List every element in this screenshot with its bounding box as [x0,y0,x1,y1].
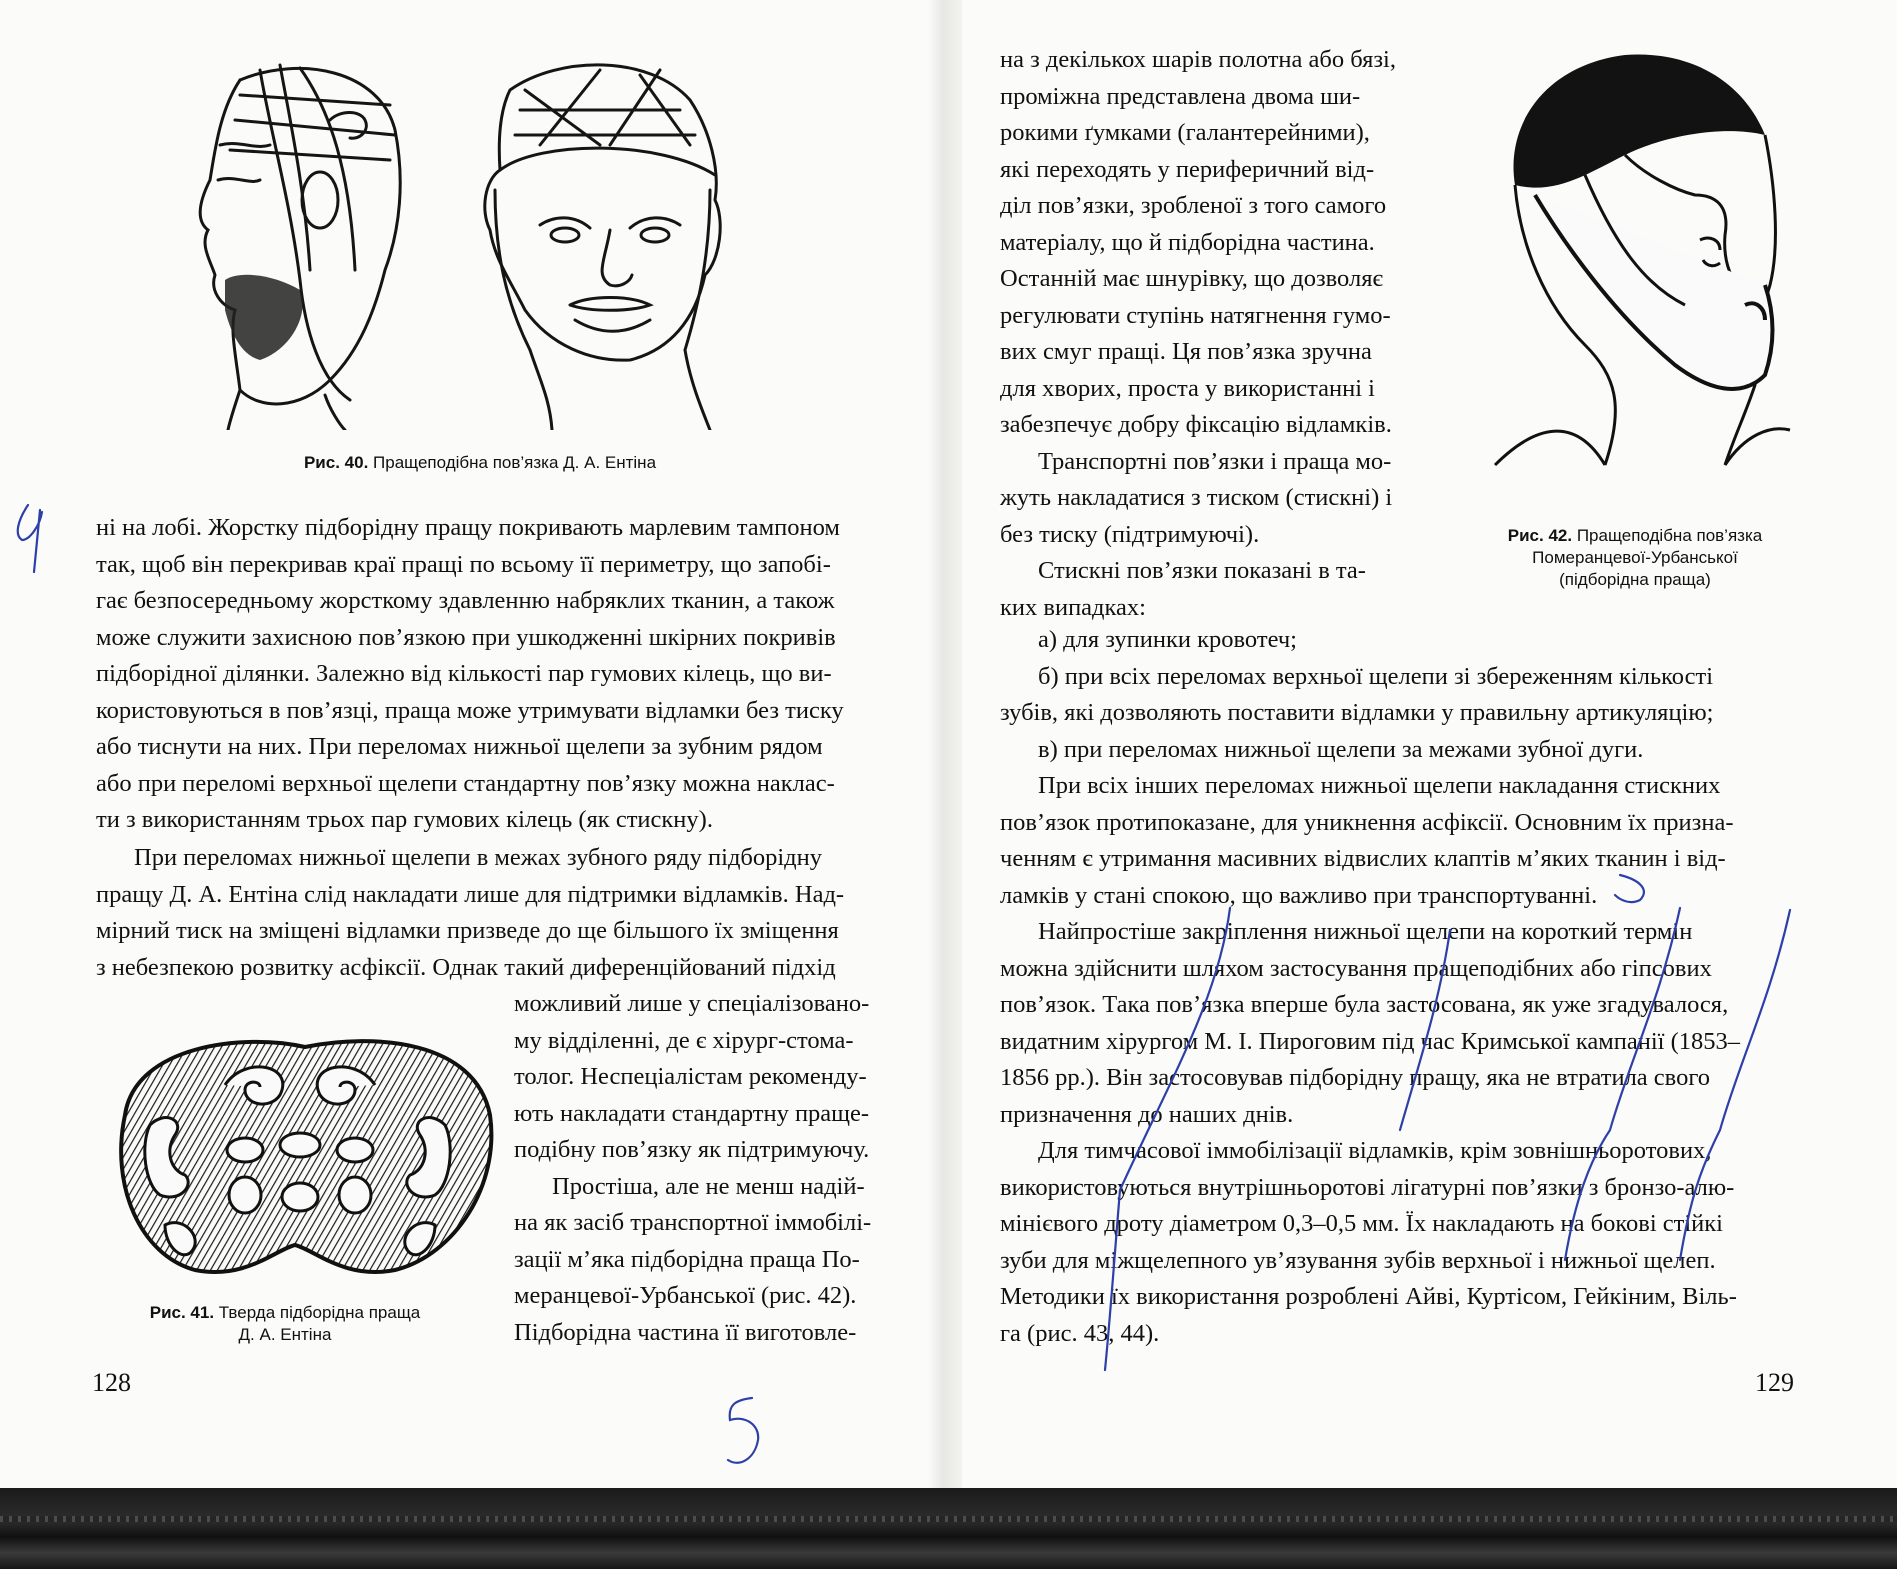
text-line: матеріалу, що й підборідна частина. [1000,228,1375,256]
text-line: які переходять у периферичний від- [1000,155,1375,183]
scanner-edge-strip [0,1516,1897,1522]
text-line: діл пов’язки, зробленої з того самого [1000,192,1387,219]
text-line: так, щоб він перекривав краї пращі по всьому її периметру, що запобі- [96,550,831,578]
text-line: толог. Неспеціалістам рекоменду- [514,1063,867,1090]
figure-41-text: Тверда підборідна праща [218,1303,421,1322]
text-line: регулювати ступінь натягнення гумо- [1000,301,1391,329]
text-line: може служити захисною пов’язкою при ушкодженні шкірних покривів [96,623,836,651]
text-line: гає безпосередньому жорсткому здавленню набряклих тканин, а також [96,587,835,614]
text-line: ти з використанням трьох пар гумових кілець (як стискну). [96,806,713,833]
text-line: 1856 рр.). Він застосовував підборідну пращу, яка не втратила свого [1000,1064,1711,1091]
figure-42-label: Рис. 42. [1507,526,1573,545]
text-line: ламків у стані спокою, що важливо при транспортуванні. [1000,881,1598,909]
text-line: му відділенні, де є хірург-стома- [514,1026,854,1054]
text-line: призначення до наших днів. [1000,1100,1294,1128]
text-line: зуби для міжщелепного ув’язування зубів верхньої і нижньої щелеп. [1000,1246,1716,1274]
text-line: на з декількох шарів полотна або бязі, [1000,46,1396,73]
text-line: без тиску (підтримуючі). [1000,520,1260,548]
text-line: пов’язок. Така пов’язка вперше була застосована, як уже згадувалося, [1000,991,1729,1018]
text-line: зації м’яка підборідна праща По- [514,1245,860,1273]
text-line: ких випадках: [1000,593,1146,621]
text-line: пращу Д. А. Ентіна слід накладати лише для підтримки відламків. Над- [96,880,845,908]
text-line: жуть накладатися з тиском (стискні) і [1000,484,1393,511]
figure-40-text: Пращеподібна пов’язка Д. А. Ентіна [373,453,657,472]
text-line: пов’язок протипоказане, для уникнення асфіксії. Основним їх призна- [1000,808,1734,836]
page-number-right: 129 [1755,1368,1794,1397]
text-line: га (рис. 43, 44). [1000,1319,1160,1347]
text-line: використовуються внутрішньоротові лігатурні пов’язки з бронзо-алю- [1000,1173,1735,1201]
text-line: користовуються в пов’язці, праща може утримувати відламки без тиску [96,696,844,724]
page-number-left: 128 [92,1368,131,1397]
figure-41-text-line2: Д. А. Ентіна [238,1325,332,1344]
text-line: забезпечує добру фіксацію відламків. [1000,411,1392,438]
text-line: можна здійснити шляхом застосування пращеподібних або гіпсових [1000,954,1712,982]
text-line: вих смуг пращі. Ця пов’язка зручна [1000,338,1372,365]
text-line: Останній має шнурівку, що дозволяє [1000,265,1383,292]
text-line: можливий лише у спеціалізовано- [514,990,870,1017]
list-item: зубів, які дозволяють поставити відламки у правильну артикуляцію; [1000,699,1714,726]
handwritten-mark-left-margin [18,505,42,572]
text-line: При переломах нижньої щелепи в межах зубного ряду підборідну [134,844,823,871]
text-line: Простіша, але не менш надій- [552,1172,865,1200]
text-line: При всіх інших переломах нижньої щелепи накладання стискних [1038,772,1721,799]
figure-41-label: Рис. 41. [149,1303,215,1322]
list-item: а) для зупинки кровотеч; [1038,626,1297,653]
text-line: з небезпекою розвитку асфіксії. Однак такий диференційований підхід [96,953,836,981]
text-line: підборідної ділянки. Залежно від кількості пар гумових кілець, що ви- [96,660,832,687]
text-line: Стискні пов’язки показані в та- [1038,557,1366,584]
text-line: Методики їх використання розроблені Айві, Куртісом, Гейкіним, Віль- [1000,1283,1737,1310]
text-line: Найпростіше закріплення нижньої щелепи на короткий термін [1038,918,1693,945]
text-line: меранцевої-Урбанської (рис. 42). [514,1282,857,1309]
handwritten-mark-bottom [728,1398,758,1463]
text-line: мірний тиск на зміщені відламки призведе до ще більшого їх зміщення [96,917,839,944]
figure-42-text-line3: (підборідна праща) [1559,570,1711,589]
text-line: ченням є утримання масивних відвислих клаптів м’яких тканин і від- [1000,845,1726,872]
text-line: рокими ґумками (галантерейними), [1000,119,1370,146]
text-line: видатним хірургом М. І. Пироговим під час Кримської кампанії (1853– [1000,1027,1740,1055]
text-line: подібну пов’язку як підтримуючу. [514,1136,870,1163]
text-line: проміжна представлена двома ши- [1000,82,1361,110]
scanner-edge-shadow [0,1488,1897,1569]
figure-42-text: Пращеподібна пов’язка [1576,526,1763,545]
text-line: на як засіб транспортної іммобілі- [514,1209,872,1236]
text-line: ні на лобі. Жорстку підборідну пращу покривають марлевим тампоном [96,514,840,541]
text-line: Транспортні пов’язки і праща мо- [1038,447,1392,475]
text-line: ють накладати стандартну праще- [514,1099,870,1127]
figure-42-text-line2: Померанцевої-Урбанської [1532,548,1738,567]
text-line: або при переломі верхньої щелепи стандартну пов’язку можна наклас- [96,769,835,797]
text-line: Для тимчасової іммобілізації відламків, крім зовнішньоротових, [1038,1137,1712,1164]
figure-40-label: Рис. 40. [303,453,369,472]
list-item: в) при переломах нижньої щелепи за межами зубної дуги. [1038,735,1644,763]
text-line: мінієвого дроту діаметром 0,3–0,5 мм. Їх накладають на бокові стійкі [1000,1210,1723,1237]
text-line: або тиснути на них. При переломах нижньої щелепи за зубним рядом [96,733,823,760]
list-item: б) при всіх переломах верхньої щелепи зі збереженням кількості [1038,662,1714,690]
text-line: для хворих, проста у використанні і [1000,374,1375,402]
text-line: Підборідна частина її виготовле- [514,1318,857,1346]
